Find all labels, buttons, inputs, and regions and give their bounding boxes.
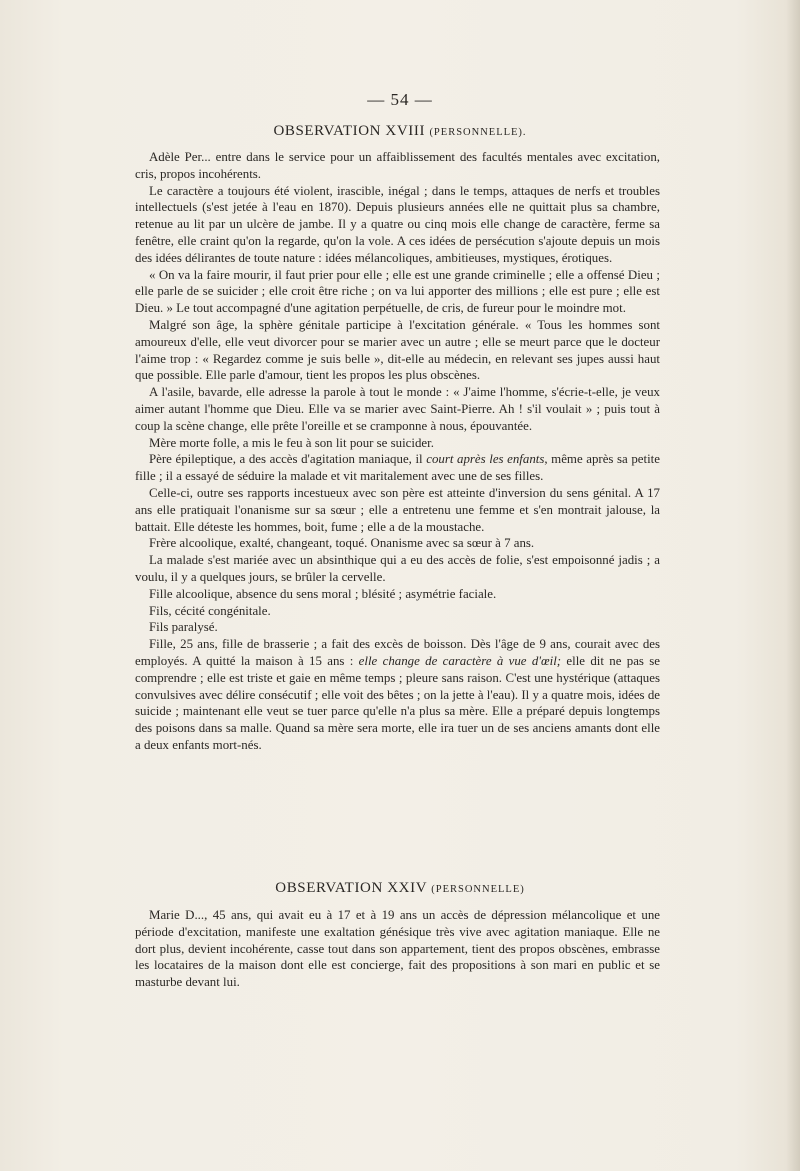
observation-heading-1: [0, 123, 800, 140]
observation-title: OBSERVATION XXIV: [275, 880, 427, 896]
text-run: Marie D..., 45 ans, qui avait eu à 17 et à 19 ans un accès de dépression mélancolique et une période d'excitation, manifeste une exaltation génésique très vive avec agitation maniaque. Elle ne dort plus, devient incohérente, casse tout dans son appartement, tient des propos obscènes, embrasse les locataires de la maison dont elle est concierge, fait des propositions à son mari en public et se masturbe devant lui.: [135, 908, 660, 990]
text-run: A l'asile, bavarde, elle adresse la parole à tout le monde : « J'aime l'homme, s'écrie-t-elle, je veux aimer autant l'homme que Dieu. Elle va se marier avec Saint-Pierre. Ah ! s'il voulait » ; puis tout à coup la scène change, elle prête l'oreille et se cramponne à nous, épouvantée.: [135, 385, 660, 433]
text-run: La malade s'est mariée avec un absinthique qui a eu des accès de folie, s'est empoisonné jadis ; a voulu, il y a quelques jours, se brûler la cervelle.: [135, 553, 660, 584]
paragraph: [135, 384, 660, 434]
paragraph: [135, 552, 660, 586]
observation-body-2: [135, 907, 660, 991]
observation-body-1: [135, 149, 660, 754]
text-run: Fils paralysé.: [149, 620, 218, 635]
text-run: elle dit ne pas se comprendre ; elle est triste et gaie en même temps ; pleure sans raison. C'est une hystérique (attaques convulsives avec délire consécutif ; elle voit des bêtes ; on la jette à l'eau). Il y a quatre mois, idées de suicide ; maintenant elle veut se tuer parce qu'elle n'a plus sa mère. Elle a préparé depuis longtemps des poisons dans sa malle. Quand sa mère sera morte, elle ira tuer un de ses anciens amants dont elle a deux enfants mort-nés.: [135, 653, 660, 752]
italic-text: court après les enfants: [426, 452, 545, 467]
text-run: Adèle Per... entre dans le service pour un affaiblissement des facultés mentales avec excitation, cris, propos incohérents.: [135, 150, 660, 181]
text-run: Fils, cécité congénitale.: [149, 603, 271, 618]
paragraph: [135, 317, 660, 384]
observation-heading-2: [0, 880, 800, 897]
text-run: Le caractère a toujours été violent, irascible, inégal ; dans le temps, attaques de nerfs et troubles intellectuels (s'est jetée à l'eau en 1870). Depuis plusieurs années elle ne quittait plus sa chambre, retenue au lit par un ulcère de jambe. Il y a quatre ou cinq mois elle change de caractère, ferme sa fenêtre, elle craint qu'on la regarde, qu'on la vole. A ces idées de persécution s'ajoute depuis un mois des idées délirantes de toute nature : idées mélancoliques, ambitieuses, mystiques, érotiques.: [135, 183, 660, 265]
observation-qualifier: (PERSONNELLE).: [429, 127, 527, 138]
paragraph: [135, 267, 660, 317]
paragraph: [135, 451, 660, 485]
paragraph: [135, 485, 660, 535]
text-run: Celle-ci, outre ses rapports incestueux avec son père est atteinte d'inversion du sens génital. A 17 ans elle pratiquait l'onanisme sur sa sœur ; elle a entretenu une femme et s'en montrait jalouse, la battait. Elle déteste les hommes, boit, fume ; elle a de la moustache.: [135, 485, 660, 534]
text-run: « On va la faire mourir, il faut prier pour elle ; elle est une grande criminelle ; elle a offensé Dieu ; elle parle de se suicider ; elle croit être riche ; on va lui apporter des millions ; elle est pure ; elle est Dieu. » Le tout accompagné d'une agitation perpétuelle, de cris, de fureur pour le moindre mot.: [135, 267, 660, 316]
observation-qualifier: (PERSONNELLE): [431, 884, 525, 895]
italic-text: elle change de caractère à vue d'œil;: [358, 653, 562, 668]
text-run: Frère alcoolique, exalté, changeant, toqué. Onanisme avec sa sœur à 7 ans.: [149, 536, 535, 551]
paragraph: [135, 183, 660, 267]
text-run: Fille alcoolique, absence du sens moral ; blésité ; asymétrie faciale.: [149, 586, 497, 601]
paragraph: [135, 435, 660, 452]
paragraph: [135, 907, 660, 991]
text-run: Père épileptique, a des accès d'agitation maniaque, il: [149, 452, 427, 467]
paragraph: [135, 586, 660, 603]
paragraph: [135, 603, 660, 620]
text-run: Malgré son âge, la sphère génitale participe à l'excitation générale. « Tous les hommes sont amoureux d'elle, elle veut divorcer pour se marier avec un autre ; elle se meurt parce que le docteur l'aime trop : « Regardez comme je suis belle », dit-elle au médecin, en relevant ses jupes aussi haut que possible. Elle parle d'amour, tient les propos les plus obscènes.: [135, 317, 660, 383]
text-run: Fille, 25 ans, fille de brasserie ; a fait des excès de boisson. Dès l'âge de 9 ans, courait avec des employés. A quitté la maison à 15 ans :: [135, 637, 660, 668]
paragraph: [135, 636, 660, 754]
paragraph: [135, 535, 660, 552]
paragraph: [135, 149, 660, 183]
observation-title: OBSERVATION XVIII: [273, 123, 426, 139]
text-run: , même après sa petite fille ; il a essayé de séduire la malade et vit maritalement avec une de ses filles.: [135, 452, 660, 484]
text-run: Mère morte folle, a mis le feu à son lit pour se suicider.: [149, 435, 434, 450]
page-number: — 54 —: [367, 90, 433, 109]
paragraph: [135, 619, 660, 636]
page-edge-shadow: [786, 0, 800, 1171]
